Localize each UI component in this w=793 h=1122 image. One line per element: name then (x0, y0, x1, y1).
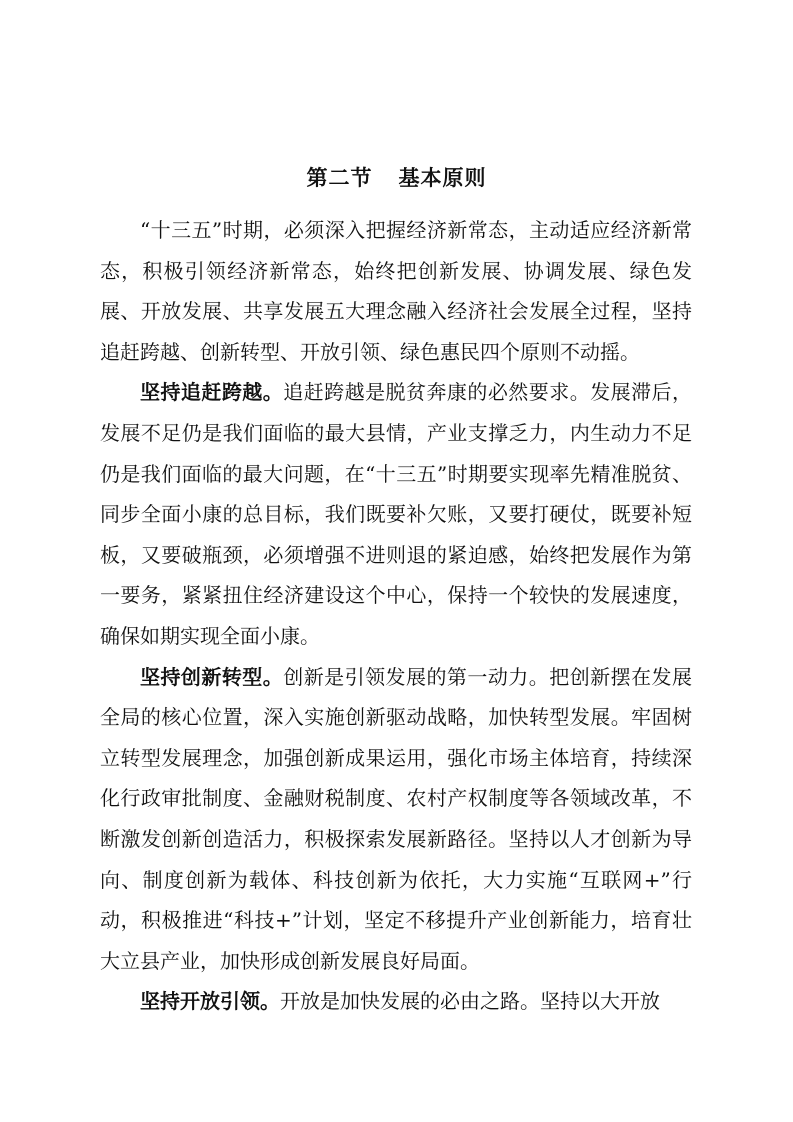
paragraph-text: “十三五”时期，必须深入把握经济新常态，主动适应经济新常态，积极引领经济新常态，始终把创新发展、协调发展、绿色发展、开放发展、共享发展五大理念融入经济社会发展全过程，坚持追赶跨越、创新转型、开放引领、绿色惠民四个原则不动摇。 (100, 218, 692, 364)
section-number: 第二节 (306, 166, 373, 191)
paragraph-intro (100, 210, 692, 372)
paragraph-catch-up (100, 372, 692, 656)
paragraph-lead: 坚持开放引领。 (140, 989, 280, 1014)
paragraph-innovation (100, 657, 692, 982)
paragraph-opening (100, 981, 692, 1022)
paragraph-lead: 坚持追赶跨越。 (140, 380, 284, 405)
paragraph-text: 开放是加快发展的必由之路。坚持以大开放 (280, 989, 660, 1014)
paragraph-text: 创新是引领发展的第一动力。把创新摆在发展全局的核心位置，深入实施创新驱动战略，加快转型发展。牢固树立转型发展理念，加强创新成果运用，强化市场主体培育，持续深化行政审批制度、金融财税制度、农村产权制度等各领域改革，不断激发创新创造活力，积极探索发展新路径。坚持以人才创新为导向、制度创新为载体、科技创新为依托，大力实施“互联网+”行动，积极推进“科技+”计划，坚定不移提升产业创新能力，培育壮大立县产业，加快形成创新发展良好局面。 (100, 664, 693, 973)
paragraph-lead: 坚持创新转型。 (140, 664, 284, 689)
paragraph-text: 追赶跨越是脱贫奔康的必然要求。发展滞后，发展不足仍是我们面临的最大县情，产业支撑乏力，内生动力不足仍是我们面临的最大问题，在“十三五”时期要实现率先精准脱贫、同步全面小康的总目标，我们既要补欠账，又要打硬仗，既要补短板，又要破瓶颈，必须增强不进则退的紧迫感，始终把发展作为第一要务，紧紧扭住经济建设这个中心，保持一个较快的发展速度，确保如期实现全面小康。 (100, 380, 693, 648)
section-heading (0, 162, 793, 194)
document-body (100, 210, 692, 1022)
section-title: 基本原则 (398, 166, 487, 191)
